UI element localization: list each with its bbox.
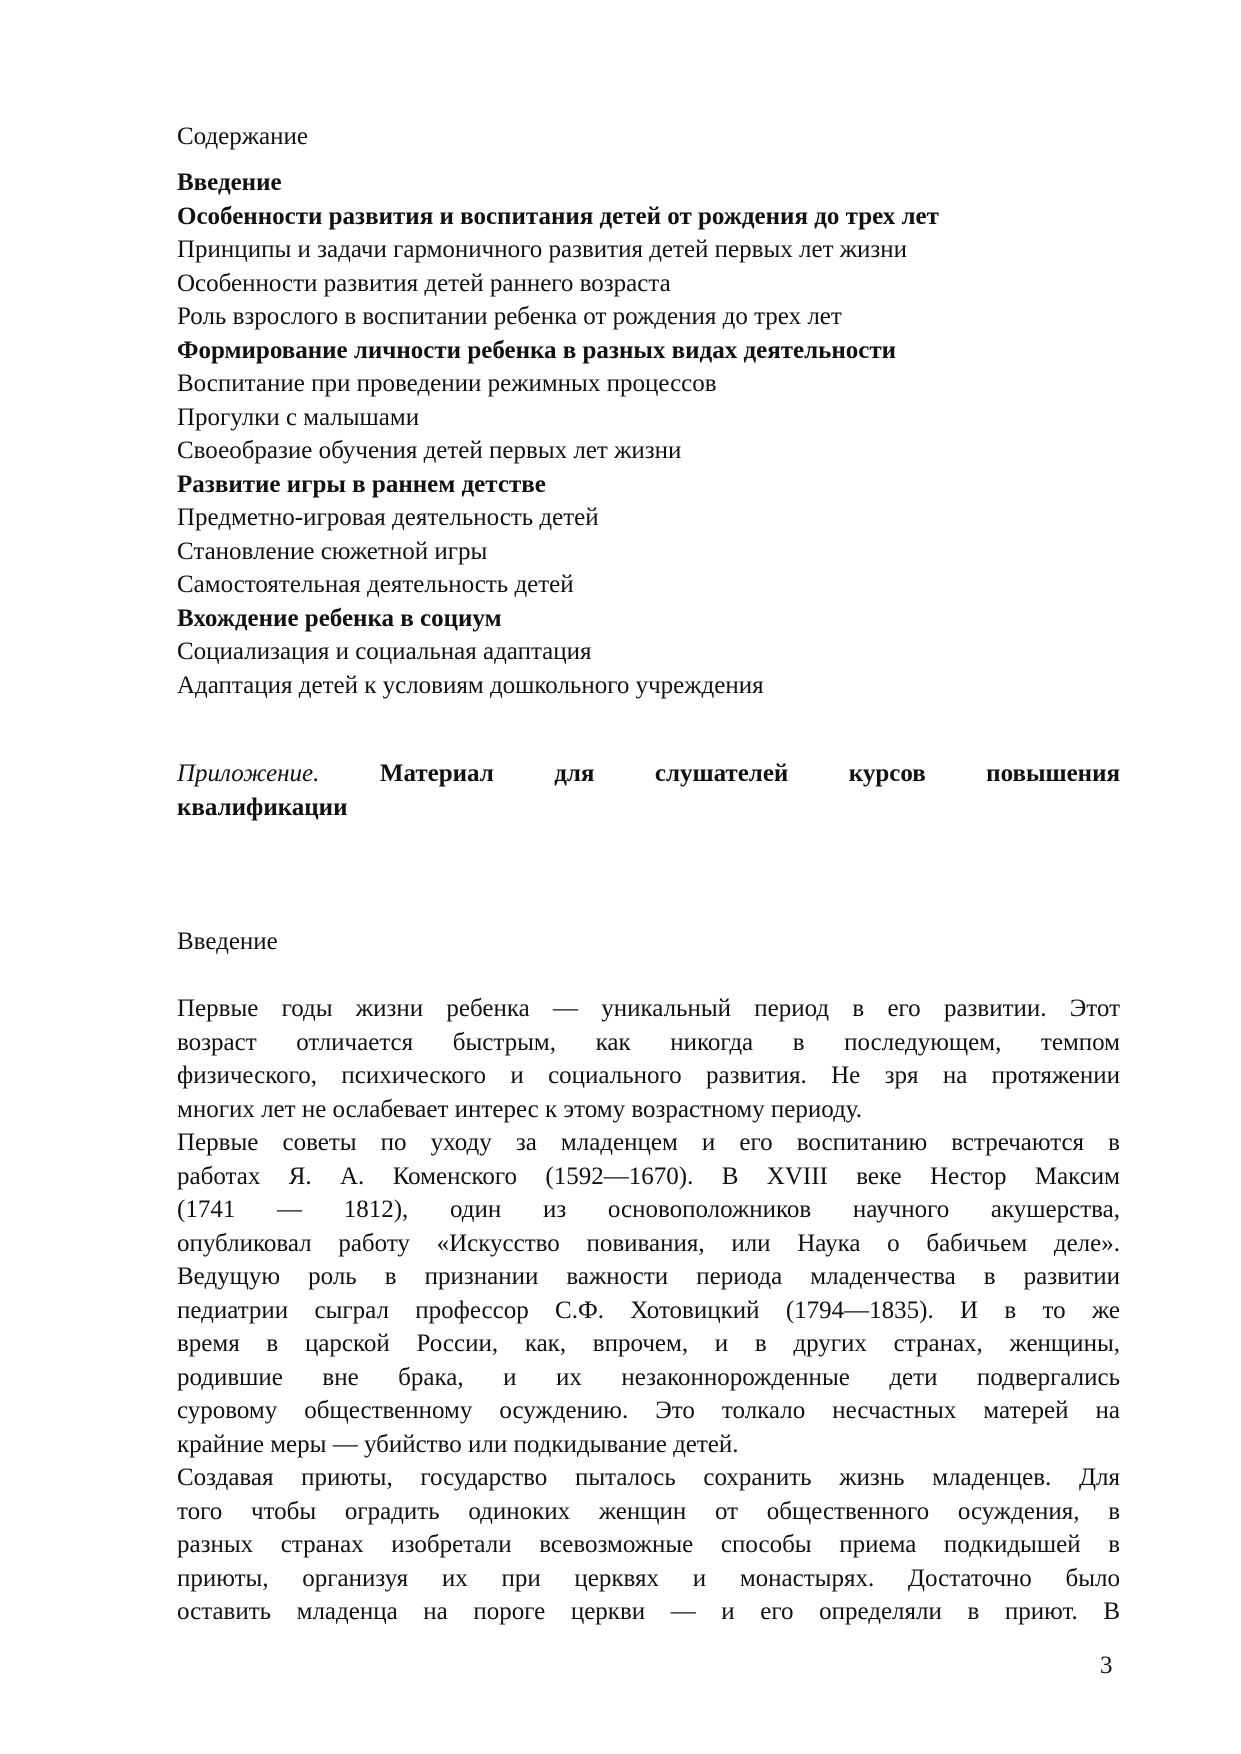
appendix-line-1 (177, 757, 1120, 791)
toc-section[interactable]: Принципы и задачи гармоничного развития детей первых лет жизни (177, 236, 908, 263)
paragraph-line: Ведущую роль в признании важности периода младенчества в развитии (177, 1263, 1120, 1290)
appendix-title: Материал для слушателей курсов повышения (379, 760, 1120, 787)
toc-section[interactable]: Прогулки с малышами (177, 403, 420, 431)
page-number: 3 (1100, 1652, 1113, 1679)
paragraph-line: возраст отличается быстрым, как никогда в последующем, темпом (177, 1028, 1120, 1056)
paragraph-line: опубликовал работу «Искусство повивания, или Наука о бабичьем деле». (177, 1229, 1120, 1257)
intro-body (177, 992, 1120, 1629)
appendix-entry[interactable] (177, 757, 1120, 824)
toc-section[interactable]: Социализация и социальная адаптация (177, 638, 592, 665)
paragraph-line: работах Я. А. Коменского (1592—1670). В XVIII веке Нестор Максим (177, 1162, 1120, 1190)
toc-section[interactable]: Самостоятельная деятельность детей (177, 571, 574, 598)
toc-section[interactable]: Особенности развития детей раннего возраста (177, 269, 671, 297)
toc-section[interactable]: Своеобразие обучения детей первых лет жизни (177, 437, 682, 464)
appendix-line-2: квалификации (177, 793, 348, 821)
paragraph-line: Создавая приюты, государство пыталось сохранить жизнь младенцев. Для (177, 1464, 1120, 1491)
paragraph-line: крайние меры — убийство или подкидывание детей. (177, 1430, 739, 1458)
toc-section[interactable]: Воспитание при проведении режимных процессов (177, 370, 717, 397)
paragraph-line: время в царской России, как, впрочем, и в других странах, женщины, (177, 1330, 1120, 1357)
toc-chapter[interactable]: Вхождение ребенка в социум (177, 604, 502, 632)
toc-section[interactable]: Предметно-игровая деятельность детей (177, 504, 599, 531)
toc-title: Содержание (177, 123, 308, 150)
paragraph-line: оставить младенца на пороге церкви — и его определяли в приют. В (177, 1598, 1120, 1625)
toc-chapter[interactable]: Особенности развития и воспитания детей от рождения до трех лет (177, 202, 939, 230)
paragraph-line: (1741 — 1812), один из основоположников научного акушерства, (177, 1196, 1120, 1223)
toc-section[interactable]: Становление сюжетной игры (177, 537, 488, 565)
paragraph-line: суровому общественному осуждению. Это толкало несчастных матерей на (177, 1397, 1120, 1424)
paragraph-line: родившие вне брака, и их незаконнорожденные дети подвергались (177, 1363, 1120, 1391)
paragraph-line: многих лет не ослабевает интерес к этому возрастному периоду. (177, 1095, 863, 1123)
intro-heading: Введение (177, 928, 278, 955)
paragraph-line: физического, психического и социального развития. Не зря на протяжении (177, 1062, 1120, 1089)
paragraph-line: Первые годы жизни ребенка — уникальный период в его развитии. Этот (177, 995, 1120, 1022)
paragraph-line: разных странах изобретали всевозможные способы приема подкидышей в (177, 1531, 1120, 1558)
appendix-label: Приложение. (177, 760, 320, 787)
paragraph-line: педиатрии сыграл профессор С.Ф. Хотовицкий (1794—1835). И в то же (177, 1296, 1120, 1324)
paragraph-line: приюты, организуя их при церквях и монастырях. Достаточно было (177, 1564, 1120, 1592)
table-of-contents (177, 166, 1120, 702)
toc-section[interactable]: Адаптация детей к условиям дошкольного учреждения (177, 671, 764, 699)
toc-chapter[interactable]: Формирование личности ребенка в разных видах деятельности (177, 336, 897, 364)
toc-section[interactable]: Роль взрослого в воспитании ребенка от рождения до трех лет (177, 303, 842, 330)
paragraph-line: Первые советы по уходу за младенцем и его воспитанию встречаются в (177, 1129, 1120, 1156)
paragraph-line: того чтобы оградить одиноких женщин от общественного осуждения, в (177, 1497, 1120, 1525)
toc-chapter[interactable]: Развитие игры в раннем детстве (177, 470, 546, 498)
toc-chapter[interactable]: Введение (177, 169, 282, 196)
